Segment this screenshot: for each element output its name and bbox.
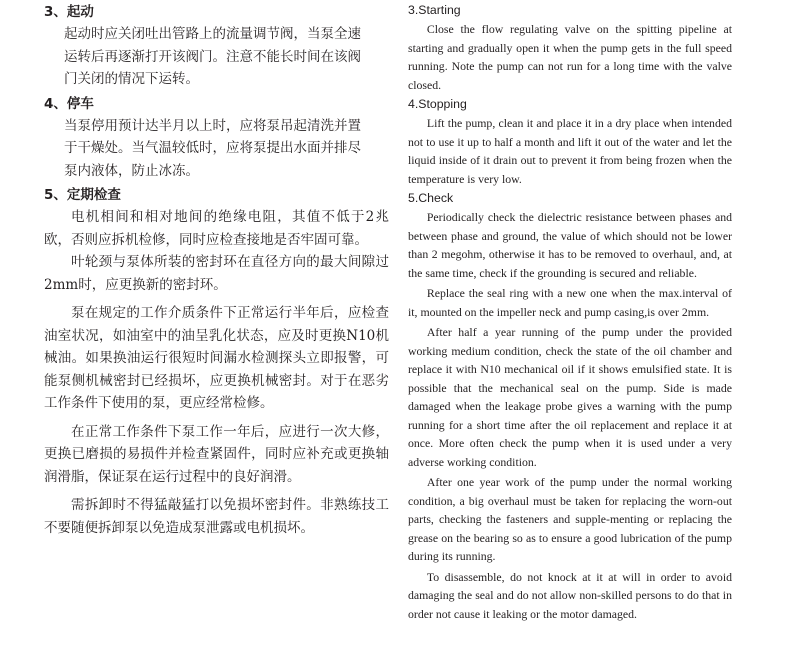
starting-heading-cn: 3、起动 — [44, 4, 94, 20]
stopping-heading-cn: 4、停车 — [44, 95, 94, 112]
starting-line-2-cn: 运转后再逐渐打开该阀门。注意不能长时间在该阀 — [64, 48, 361, 65]
check-paragraph-1-en: Periodically check the dielectric resistance between phases and between phase and ground, the value of which should not be lower than 2 megohm, otherwise it has to be removed to overhaul, and, at the same time, check if the grounding is secured and reliable. — [408, 210, 732, 280]
check-paragraph-4-en: After one year work of the pump under the normal working condition, a big overhaul must be taken for replacing the worn-out parts, checking the fasteners and supple-menting or replacing the grease on the bearing so as to ensure a good lubrication of the pump during its running. — [408, 475, 732, 563]
check-paragraph-3-en: After half a year running of the pump under the provided working medium condition, check the state of the oil chamber and replace it with N10 mechanical oil if it shows emulsified state. It is possible that the mechanical seal on the pump. Side is made damaged when the leakage probe gives a warning with the pump running for a short time after the oil replacement and replace it at once. More often check the pump when it is used under a very adverse working condition. — [408, 325, 732, 469]
stopping-line-3-cn: 泵内液体，防止冰冻。 — [64, 162, 199, 179]
check-paragraph-4-cn: 在正常工作条件下泵工作一年后，应进行一次大修，更换已磨损的易损件并检查紧固件，同时应补充或更换轴润滑脂，保证泵在运行过程中的良好润滑。 — [44, 423, 389, 485]
starting-line-1-cn: 起动时应关闭吐出管路上的流量调节阀，当泵全速 — [64, 26, 361, 42]
check-paragraph-2-en: Replace the seal ring with a new one when the max.interval of it, mounted on the impeller neck and pump casing,is over 2mm. — [408, 286, 732, 319]
starting-paragraph-en: Close the flow regulating valve on the spitting pipeline at starting and gradually open it when the pump gets in the full speed running. Note the pump can not run for a long time with the valve closed. — [408, 22, 732, 92]
english-column — [408, 0, 732, 623]
starting-line-3-cn: 门关闭的情况下运转。 — [64, 71, 199, 87]
stopping-heading-en: 4.Stopping — [408, 97, 467, 111]
check-paragraph-5-cn: 需拆卸时不得猛敲猛打以免损坏密封件。非熟练技工不要随便拆卸泵以免造成泵泄露或电机损坏。 — [44, 497, 389, 536]
check-paragraph-3-cn: 泵在规定的工作介质条件下正常运行半年后，应检查油室状况，如油室中的油呈乳化状态，应及时更换N10机械油。如果换油运行很短时间漏水检测探头立即报警，可能泵侧机械密封已经损坏，应更换机械密封。对于在恶劣工作条件下使用的泵，更应经常检修。 — [44, 305, 389, 411]
chinese-column — [44, 0, 389, 539]
stopping-line-2-cn: 于干燥处。当气温较低时，应将泵提出水面并排尽 — [64, 140, 361, 156]
check-heading-en: 5.Check — [408, 191, 454, 205]
check-paragraph-1-cn: 电机相间和相对地间的绝缘电阻，其值不低于2兆欧，否则应拆机检修，同时应检查接地是否牢固可靠。 — [44, 209, 389, 248]
stopping-paragraph-en: Lift the pump, clean it and place it in a dry place when intended not to use it up to half a month and lift it out of the water and let the liquid inside of it drain out to prevent it from being frozen when the temperature is very low. — [408, 116, 732, 186]
check-heading-cn: 5、定期检查 — [44, 187, 121, 203]
stopping-line-1-cn: 当泵停用预计达半月以上时，应将泵吊起清洗并置 — [64, 117, 361, 134]
check-paragraph-5-en: To disassemble, do not knock at it at will in order to avoid damaging the seal and do not allow non-skilled persons to do that in order not cause it leaking or the motor damaged. — [408, 569, 732, 621]
starting-heading-en: 3.Starting — [408, 3, 461, 17]
check-paragraph-2-cn: 叶轮颈与泵体所装的密封环在直径方向的最大间隙过2mm时，应更换新的密封环。 — [44, 254, 389, 293]
